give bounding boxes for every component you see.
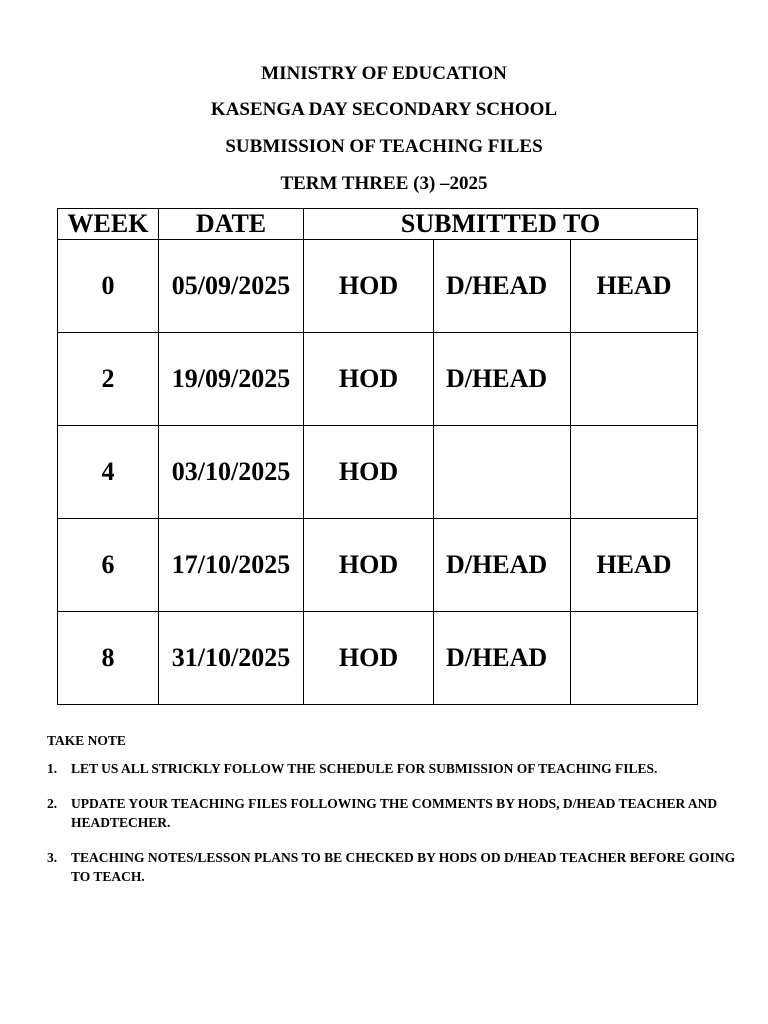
list-item-text: UPDATE YOUR TEACHING FILES FOLLOWING THE COMMENTS BY HODS, D/HEAD TEACHER AND HEADTECHER. [71, 796, 718, 830]
school-name-heading: KASENGA DAY SECONDARY SCHOOL [210, 99, 558, 120]
term-heading: TERM THREE (3) –2025 [280, 173, 488, 194]
notes-section [47, 731, 757, 902]
table-row [58, 333, 698, 426]
week-cell: 6 [58, 519, 159, 612]
dhead-cell: D/HEAD [434, 240, 571, 333]
head-cell [571, 612, 698, 705]
notes-title: TAKE NOTE [47, 733, 126, 748]
table-row [58, 426, 698, 519]
list-item-number: 2. [47, 796, 58, 811]
table-header-row [58, 209, 698, 240]
date-column-header: DATE [159, 209, 304, 240]
week-cell: 8 [58, 612, 159, 705]
head-cell [571, 426, 698, 519]
list-item-text: LET US ALL STRICKLY FOLLOW THE SCHEDULE FOR SUBMISSION OF TEACHING FILES. [71, 761, 658, 776]
date-cell: 17/10/2025 [159, 519, 304, 612]
table-row [58, 519, 698, 612]
week-cell: 4 [58, 426, 159, 519]
week-cell: 0 [58, 240, 159, 333]
head-cell [571, 333, 698, 426]
dhead-cell: D/HEAD [434, 612, 571, 705]
list-item [47, 848, 757, 886]
hod-cell: HOD [304, 333, 434, 426]
submission-schedule-table [57, 208, 698, 705]
list-item [47, 794, 757, 832]
table-row [58, 612, 698, 705]
notes-list [47, 759, 757, 886]
document-title-heading: SUBMISSION OF TEACHING FILES [225, 136, 543, 157]
dhead-cell: D/HEAD [434, 333, 571, 426]
hod-cell: HOD [304, 612, 434, 705]
date-cell: 05/09/2025 [159, 240, 304, 333]
date-cell: 31/10/2025 [159, 612, 304, 705]
hod-cell: HOD [304, 426, 434, 519]
list-item-number: 1. [47, 761, 58, 776]
list-item [47, 759, 757, 778]
table-row [58, 240, 698, 333]
hod-cell: HOD [304, 519, 434, 612]
date-cell: 03/10/2025 [159, 426, 304, 519]
list-item-number: 3. [47, 850, 58, 865]
dhead-cell: D/HEAD [434, 519, 571, 612]
week-cell: 2 [58, 333, 159, 426]
head-cell: HEAD [571, 519, 698, 612]
head-cell: HEAD [571, 240, 698, 333]
week-column-header: WEEK [58, 209, 159, 240]
dhead-cell [434, 426, 571, 519]
list-item-text: TEACHING NOTES/LESSON PLANS TO BE CHECKED BY HODS OD D/HEAD TEACHER BEFORE GOING TO TEACH. [71, 850, 736, 884]
hod-cell: HOD [304, 240, 434, 333]
date-cell: 19/09/2025 [159, 333, 304, 426]
ministry-heading: MINISTRY OF EDUCATION [261, 63, 507, 84]
submitted-to-column-header: SUBMITTED TO [304, 209, 698, 240]
